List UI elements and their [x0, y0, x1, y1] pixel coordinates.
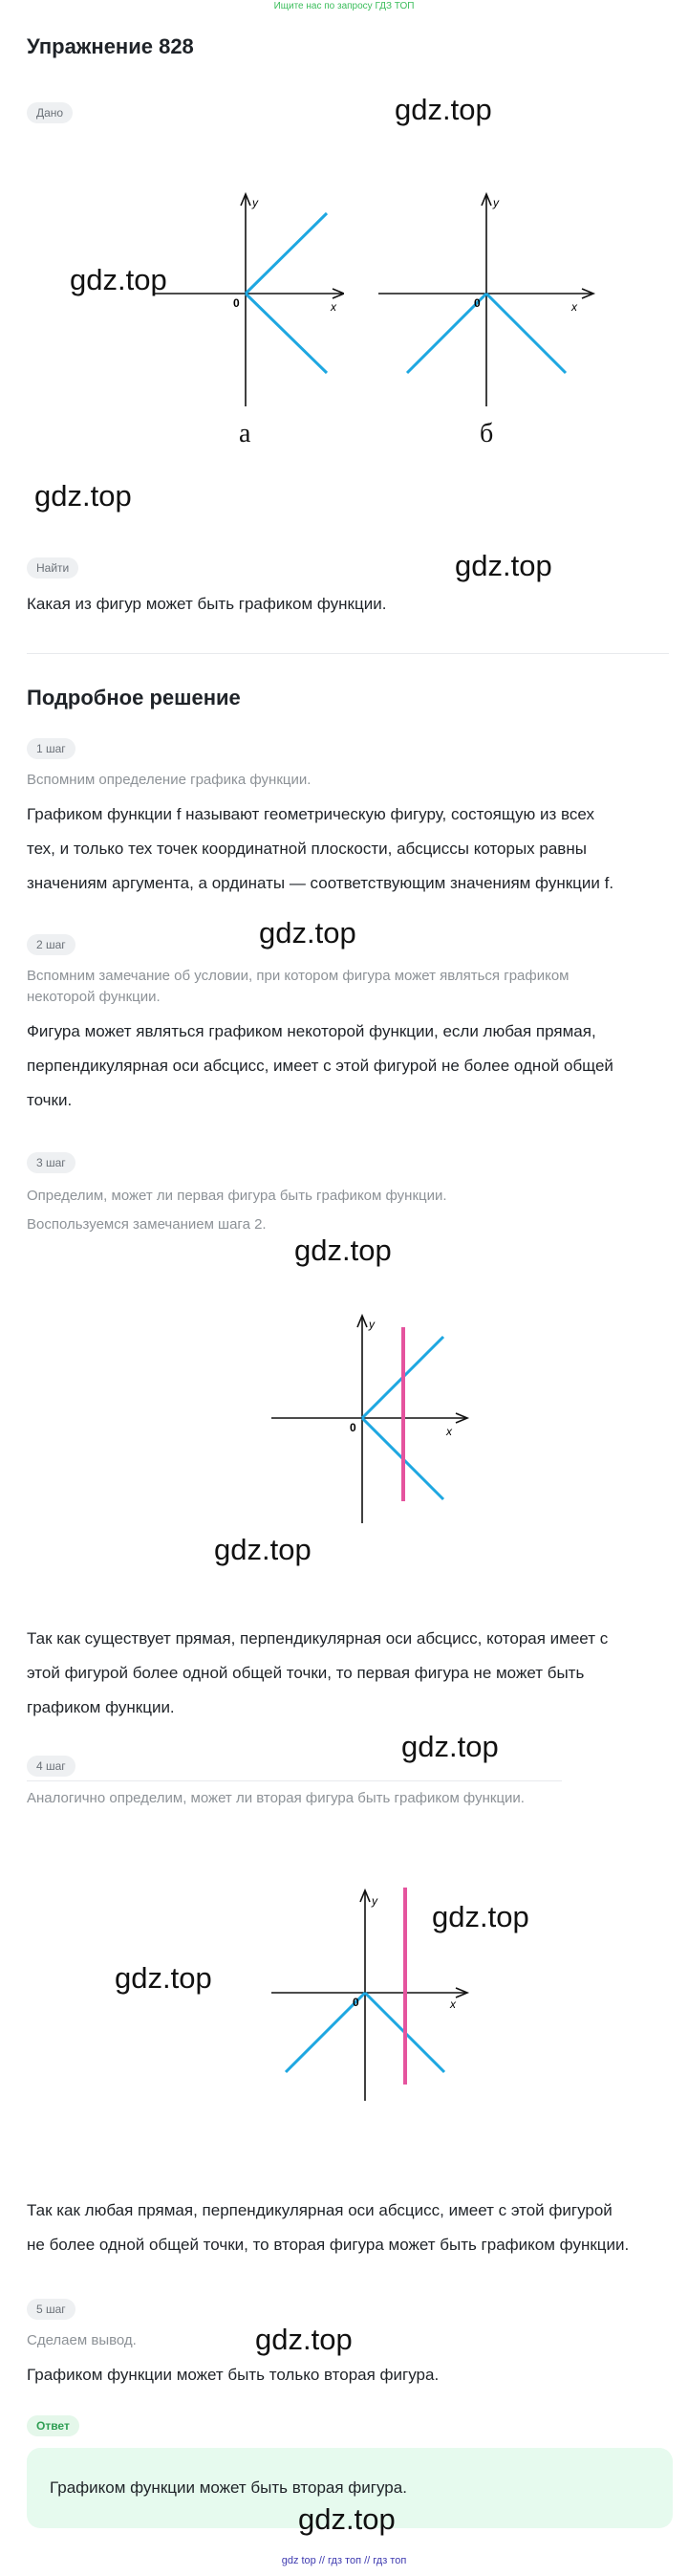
text-line: этой фигурой более одной общей точки, то первая фигура не может быть	[27, 1664, 585, 1682]
watermark: gdz.top	[115, 1961, 212, 1995]
given-label: Дано	[27, 102, 73, 123]
watermark: gdz.top	[34, 479, 132, 513]
x-axis-label: x	[446, 1425, 452, 1438]
step-3-note	[27, 1182, 677, 1239]
step-3-graph	[271, 1308, 472, 1528]
watermark: gdz.top	[395, 93, 492, 126]
x-axis-label: x	[450, 1997, 456, 2011]
step-1-badge	[27, 738, 75, 759]
watermark: gdz.top	[455, 549, 552, 582]
note-line: Определим, может ли первая фигура быть графиком функции.	[27, 1188, 447, 1204]
text-line: Так как существует прямая, перпендикулярная оси абсцисс, которая имеет с	[27, 1629, 609, 1648]
figure-b-caption: б	[480, 419, 494, 448]
watermark: gdz.top	[255, 2323, 353, 2356]
step-4-note	[27, 1788, 677, 1809]
x-axis-label: x	[571, 300, 577, 314]
watermark: gdz.top	[401, 1730, 499, 1763]
step-5-badge	[27, 2299, 75, 2320]
step-5-text	[27, 2358, 677, 2392]
step-4-badge	[27, 1756, 75, 1777]
text-line: перпендикулярная оси абсцисс, имеет с этой фигурой не более одной общей	[27, 1057, 613, 1075]
watermark: gdz.top	[294, 1233, 392, 1267]
text-line: тех, и только тех точек координатной плоскости, абсциссы которых равны	[27, 840, 587, 858]
origin-label: 0	[353, 1996, 359, 2009]
y-axis-label: y	[493, 196, 499, 209]
answer-badge	[27, 2415, 79, 2436]
y-axis-label: y	[372, 1894, 377, 1908]
step-label: 2 шаг	[27, 934, 75, 955]
divider	[27, 1780, 562, 1781]
solution-title: Подробное решение	[27, 686, 241, 709]
watermark: gdz.top	[259, 916, 356, 950]
origin-label: 0	[233, 296, 240, 310]
note-line: некоторой функции.	[27, 989, 161, 1005]
step-2-badge	[27, 934, 75, 955]
step-3-text	[27, 1622, 677, 1725]
step-label: 4 шаг	[27, 1756, 75, 1777]
figure-a-caption: а	[239, 419, 251, 448]
text-line: Так как любая прямая, перпендикулярная оси абсцисс, имеет с этой фигурой	[27, 2201, 613, 2219]
graph-ray-down	[246, 294, 327, 373]
origin-label: 0	[474, 296, 481, 310]
y-axis-label: y	[369, 1318, 375, 1331]
graph-ray-up	[246, 213, 327, 294]
text-line: точки.	[27, 1091, 73, 1109]
exercise-title: Упражнение 828	[27, 34, 194, 58]
note-line: Воспользуемся замечанием шага 2.	[27, 1216, 267, 1233]
x-axis-label: x	[331, 300, 336, 314]
text-line: не более одной общей точки, то вторая фигура может быть графиком функции.	[27, 2236, 630, 2254]
watermark: gdz.top	[432, 1900, 529, 1933]
note-line: Сделаем вывод.	[27, 2332, 137, 2348]
step-4-text	[27, 2194, 686, 2262]
step-1-note: Вспомним определение графика функции.	[27, 772, 312, 788]
watermark: gdz.top	[298, 2502, 396, 2536]
y-axis-label: y	[252, 196, 258, 209]
figure-a-graph	[153, 186, 344, 406]
text-line: значениям аргумента, а ординаты — соответствующим значениям функции f.	[27, 874, 614, 892]
given-badge	[27, 102, 73, 123]
find-label: Найти	[27, 557, 78, 579]
divider	[27, 653, 669, 654]
step-2-note	[27, 966, 677, 1008]
step-3-badge	[27, 1152, 75, 1173]
watermark: gdz.top	[70, 263, 167, 296]
answer-label: Ответ	[27, 2415, 79, 2436]
top-note: Ищите нас по запросу ГДЗ ТОП	[273, 1, 415, 11]
step-1-text	[27, 797, 677, 901]
footer-links[interactable]: gdz top // гдз топ // гдз топ	[281, 2555, 407, 2566]
question-text: Какая из фигур может быть графиком функции.	[27, 595, 387, 613]
answer-text: Графиком функции может быть вторая фигура.	[50, 2478, 407, 2497]
text-line: Графиком функции f называют геометрическую фигуру, состоящую из всех	[27, 805, 594, 823]
step-label: 5 шаг	[27, 2299, 75, 2320]
note-line: Аналогично определим, может ли вторая фигура быть графиком функции.	[27, 1790, 525, 1806]
find-badge	[27, 557, 78, 579]
origin-label: 0	[350, 1421, 356, 1434]
step-label: 1 шаг	[27, 738, 75, 759]
note-line: Вспомним замечание об условии, при котором фигура может являться графиком	[27, 968, 570, 984]
watermark: gdz.top	[214, 1533, 312, 1566]
text-line: Графиком функции может быть только вторая фигура.	[27, 2366, 440, 2384]
graph-ray-right	[486, 294, 566, 373]
step-label: 3 шаг	[27, 1152, 75, 1173]
text-line: Фигура может являться графиком некоторой функции, если любая прямая,	[27, 1022, 596, 1040]
figure-b-graph	[378, 186, 598, 406]
text-line: графиком функции.	[27, 1698, 175, 1716]
step-2-text	[27, 1015, 677, 1118]
